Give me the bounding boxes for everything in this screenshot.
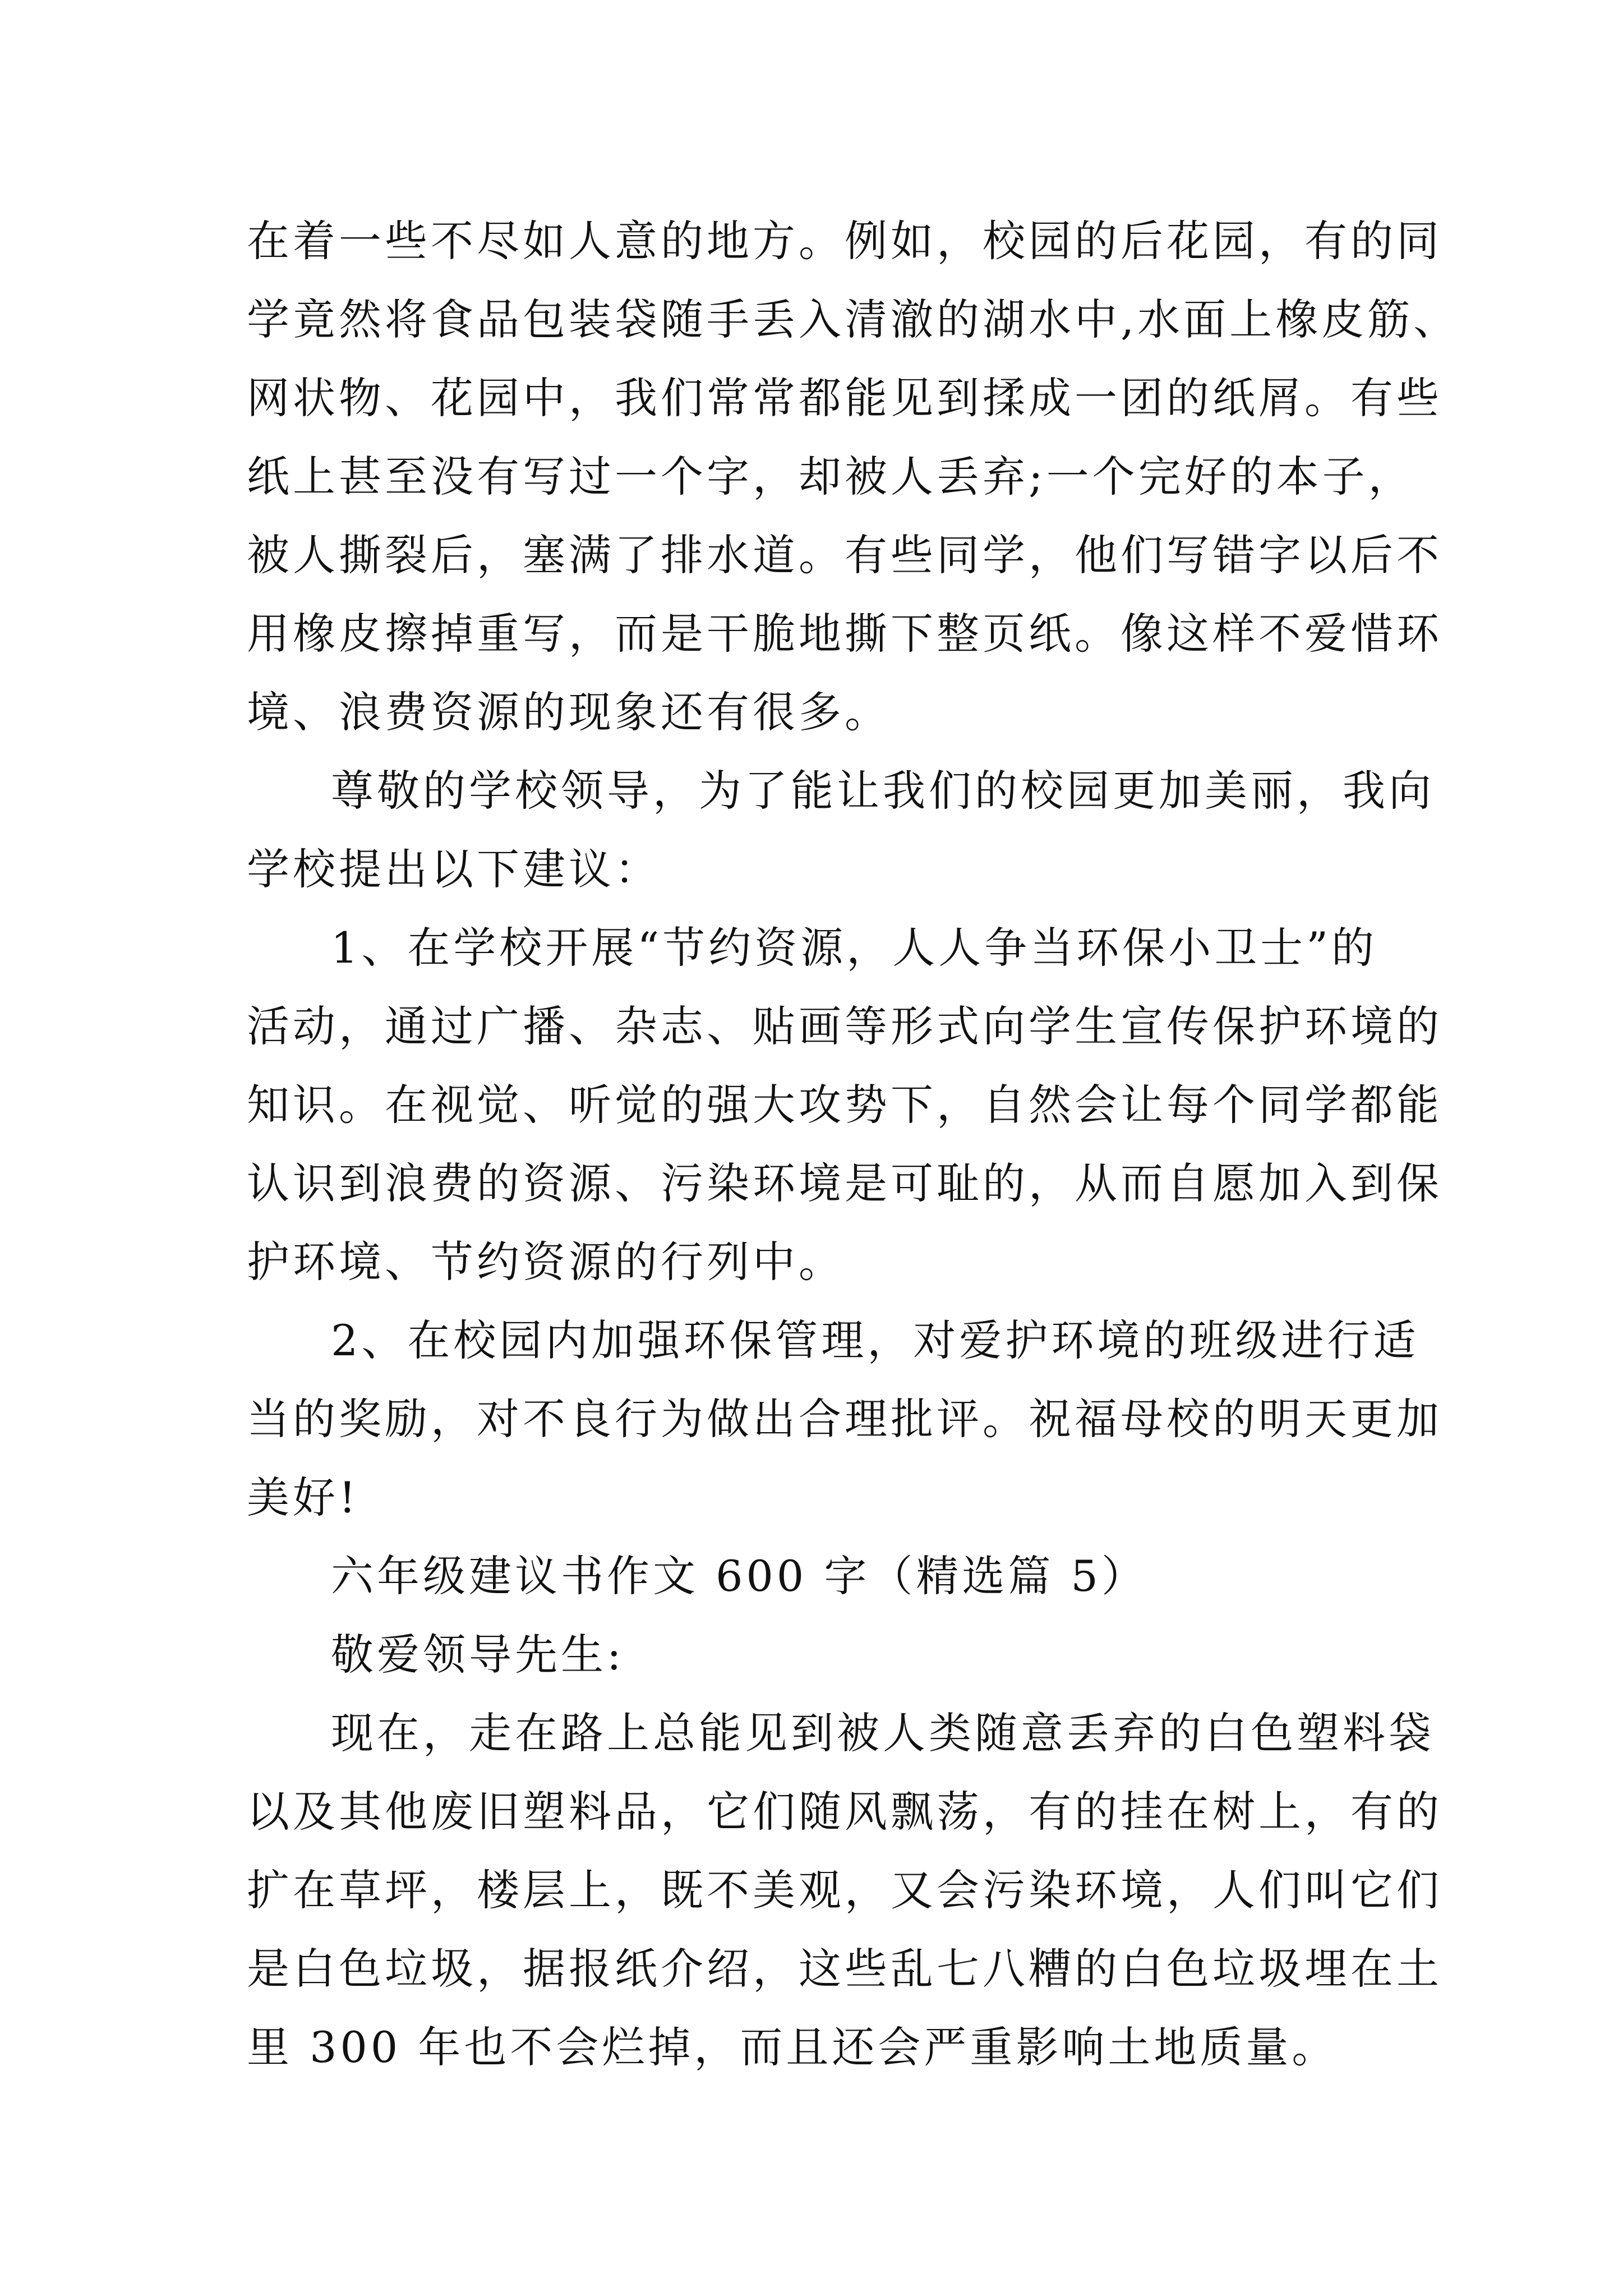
text-line: 学校提出以下建议： bbox=[247, 844, 661, 894]
text-line: 当的奖励，对不良行为做出合理批评。祝福母校的明天更加 bbox=[247, 1394, 1442, 1444]
text-line: 被人撕裂后，塞满了排水道。有些同学，他们写错字以后不 bbox=[247, 530, 1442, 580]
text-line: 境、浪费资源的现象还有很多。 bbox=[247, 687, 891, 737]
text-line: 1、在学校开展“节约资源，人人争当环保小卫士”的 bbox=[331, 923, 1378, 973]
text-line: 是白色垃圾，据报纸介绍，这些乱七八糟的白色垃圾埋在土 bbox=[247, 1944, 1442, 1994]
text-line: 活动，通过广播、杂志、贴画等形式向学生宣传保护环境的 bbox=[247, 1001, 1442, 1051]
text-line: 现在，走在路上总能见到被人类随意丢弃的白色塑料袋 bbox=[331, 1708, 1435, 1758]
text-line: 美好! bbox=[247, 1473, 359, 1522]
text-line: 护环境、节约资源的行列中。 bbox=[247, 1237, 845, 1287]
text-line: 里 300 年也不会烂掉，而且还会严重影响土地质量。 bbox=[247, 2022, 1338, 2072]
text-line: 扩在草坪，楼层上，既不美观，又会污染环境，人们叫它们 bbox=[247, 1865, 1442, 1915]
text-line: 尊敬的学校领导，为了能让我们的校园更加美丽，我向 bbox=[331, 766, 1435, 816]
text-line: 在着一些不尽如人意的地方。例如，校园的后花园，有的同 bbox=[247, 216, 1442, 266]
text-line: 纸上甚至没有写过一个字，却被人丢弃;一个完好的本子， bbox=[247, 452, 1414, 501]
text-line: 知识。在视觉、听觉的强大攻势下，自然会让每个同学都能 bbox=[247, 1080, 1442, 1130]
text-line: 用橡皮擦掉重写，而是干脆地撕下整页纸。像这样不爱惜环 bbox=[247, 609, 1442, 659]
text-line: 学竟然将食品包装袋随手丢入清澈的湖水中,水面上橡皮筋、 bbox=[247, 295, 1460, 344]
text-line: 认识到浪费的资源、污染环境是可耻的，从而自愿加入到保 bbox=[247, 1158, 1442, 1208]
text-line: 以及其他废旧塑料品，它们随风飘荡，有的挂在树上，有的 bbox=[247, 1787, 1442, 1837]
salutation: 敬爱领导先生: bbox=[331, 1630, 625, 1680]
text-line: 2、在校园内加强环保管理，对爱护环境的班级进行适 bbox=[331, 1315, 1419, 1365]
text-line: 网状物、花园中，我们常常都能见到揉成一团的纸屑。有些 bbox=[247, 373, 1442, 423]
section-title: 六年级建议书作文 600 字（精选篇 5） bbox=[331, 1551, 1147, 1601]
